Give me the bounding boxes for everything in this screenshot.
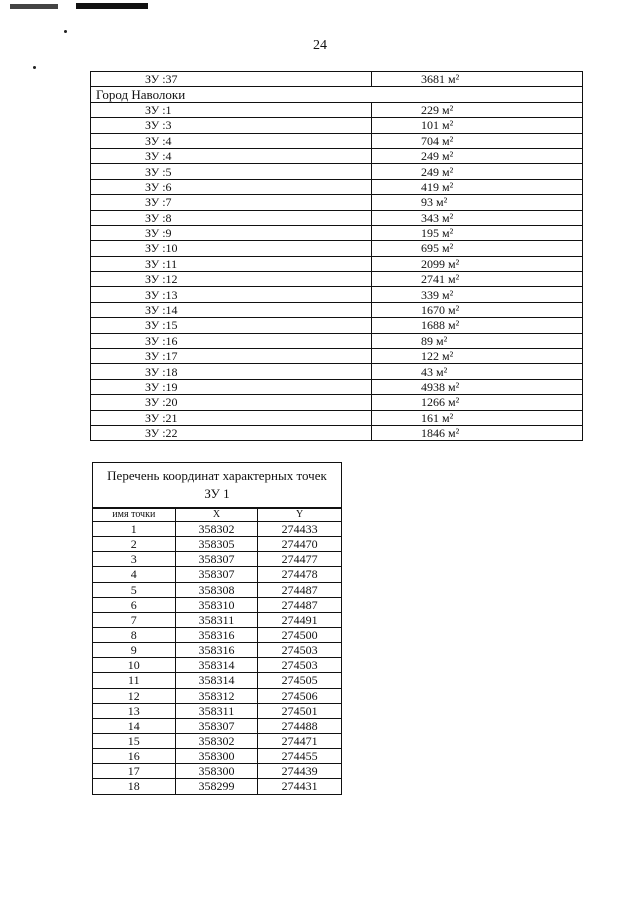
plot-id: ЗУ :14 (91, 302, 372, 317)
coord-y: 274470 (258, 537, 342, 552)
plot-row (91, 318, 583, 333)
coord-x: 358307 (175, 552, 258, 567)
plot-area: 249 м² (372, 164, 583, 179)
plot-row (91, 364, 583, 379)
coordinate-row (93, 779, 342, 794)
coordinate-row (93, 673, 342, 688)
plot-area: 1670 м² (372, 302, 583, 317)
plot-area: 695 м² (372, 241, 583, 256)
coordinates-header-row (93, 508, 342, 522)
header-point-name: имя точки (93, 508, 176, 522)
point-name: 1 (93, 522, 176, 537)
plot-area: 122 м² (372, 349, 583, 364)
plot-area: 1846 м² (372, 425, 583, 440)
plot-area: 161 м² (372, 410, 583, 425)
coord-y: 274501 (258, 703, 342, 718)
plot-id: ЗУ :1 (91, 102, 372, 117)
land-plot-area-table (90, 71, 583, 441)
coord-y: 274487 (258, 582, 342, 597)
point-name: 16 (93, 749, 176, 764)
point-name: 18 (93, 779, 176, 794)
section-row (91, 87, 583, 102)
plot-row (91, 425, 583, 440)
coordinate-row (93, 703, 342, 718)
coordinate-row (93, 718, 342, 733)
coordinate-row (93, 552, 342, 567)
plot-row (91, 72, 583, 87)
plot-id: ЗУ :11 (91, 256, 372, 271)
plot-area: 4938 м² (372, 379, 583, 394)
point-name: 8 (93, 627, 176, 642)
point-name: 12 (93, 688, 176, 703)
plot-row (91, 349, 583, 364)
coordinate-row (93, 733, 342, 748)
point-name: 10 (93, 658, 176, 673)
plot-id: ЗУ :9 (91, 225, 372, 240)
plot-id: ЗУ :21 (91, 410, 372, 425)
coordinate-row (93, 597, 342, 612)
scan-artifact-mark (10, 4, 58, 9)
plot-row (91, 225, 583, 240)
plot-area: 419 м² (372, 179, 583, 194)
coord-y: 274503 (258, 658, 342, 673)
coordinate-row (93, 749, 342, 764)
plot-id: ЗУ :4 (91, 148, 372, 163)
plot-row (91, 333, 583, 348)
coord-x: 358307 (175, 567, 258, 582)
plot-row (91, 302, 583, 317)
plot-id: ЗУ :8 (91, 210, 372, 225)
coord-y: 274478 (258, 567, 342, 582)
coord-y: 274488 (258, 718, 342, 733)
point-name: 4 (93, 567, 176, 582)
coord-x: 358305 (175, 537, 258, 552)
coord-x: 358310 (175, 597, 258, 612)
scan-speck (33, 66, 36, 69)
plot-row (91, 195, 583, 210)
plot-row (91, 272, 583, 287)
plot-row (91, 410, 583, 425)
coord-y: 274439 (258, 764, 342, 779)
plot-area: 704 м² (372, 133, 583, 148)
coordinate-row (93, 627, 342, 642)
point-name: 15 (93, 733, 176, 748)
coordinate-row (93, 658, 342, 673)
plot-row (91, 118, 583, 133)
plot-row (91, 379, 583, 394)
plot-id: ЗУ :7 (91, 195, 372, 210)
coordinate-row (93, 567, 342, 582)
coord-y: 274471 (258, 733, 342, 748)
coord-y: 274487 (258, 597, 342, 612)
coord-x: 358299 (175, 779, 258, 794)
coordinate-row (93, 764, 342, 779)
plot-area: 101 м² (372, 118, 583, 133)
plot-area: 89 м² (372, 333, 583, 348)
plot-row (91, 241, 583, 256)
plot-area: 2741 м² (372, 272, 583, 287)
point-name: 3 (93, 552, 176, 567)
coord-x: 358311 (175, 612, 258, 627)
plot-row (91, 287, 583, 302)
plot-area: 1688 м² (372, 318, 583, 333)
plot-area: 43 м² (372, 364, 583, 379)
plot-id: ЗУ :17 (91, 349, 372, 364)
page-number: 24 (313, 38, 327, 53)
plot-id: ЗУ :22 (91, 425, 372, 440)
point-name: 6 (93, 597, 176, 612)
coord-x: 358302 (175, 733, 258, 748)
coordinate-row (93, 688, 342, 703)
point-name: 14 (93, 718, 176, 733)
scan-speck (64, 30, 67, 33)
point-name: 2 (93, 537, 176, 552)
coordinates-caption-row (93, 463, 342, 509)
plot-area: 195 м² (372, 225, 583, 240)
coord-y: 274491 (258, 612, 342, 627)
coord-x: 358314 (175, 673, 258, 688)
plot-id: ЗУ :37 (91, 72, 372, 87)
point-name: 7 (93, 612, 176, 627)
plot-id: ЗУ :19 (91, 379, 372, 394)
point-name: 9 (93, 643, 176, 658)
coord-x: 358312 (175, 688, 258, 703)
coordinate-row (93, 612, 342, 627)
coord-x: 358314 (175, 658, 258, 673)
header-y: Y (258, 508, 342, 522)
plot-area: 339 м² (372, 287, 583, 302)
coord-x: 358316 (175, 643, 258, 658)
plot-id: ЗУ :20 (91, 395, 372, 410)
point-name: 11 (93, 673, 176, 688)
coordinate-row (93, 522, 342, 537)
coord-x: 358316 (175, 627, 258, 642)
caption-line-1: Перечень координат характерных точек (107, 468, 327, 483)
point-name: 5 (93, 582, 176, 597)
coord-y: 274503 (258, 643, 342, 658)
coord-y: 274455 (258, 749, 342, 764)
coord-x: 358307 (175, 718, 258, 733)
plot-id: ЗУ :18 (91, 364, 372, 379)
plot-area: 2099 м² (372, 256, 583, 271)
plot-row (91, 102, 583, 117)
plot-area: 229 м² (372, 102, 583, 117)
coord-y: 274500 (258, 627, 342, 642)
plot-area: 3681 м² (372, 72, 583, 87)
point-name: 17 (93, 764, 176, 779)
coordinates-table (92, 462, 342, 795)
plot-id: ЗУ :5 (91, 164, 372, 179)
plot-id: ЗУ :6 (91, 179, 372, 194)
section-title: Город Наволоки (91, 87, 583, 102)
plot-row (91, 133, 583, 148)
coord-y: 274433 (258, 522, 342, 537)
coord-x: 358311 (175, 703, 258, 718)
scan-artifact-bar (76, 3, 148, 9)
plot-area: 249 м² (372, 148, 583, 163)
coordinate-row (93, 643, 342, 658)
coordinate-row (93, 582, 342, 597)
coord-y: 274505 (258, 673, 342, 688)
coordinates-caption (93, 463, 342, 509)
coord-y: 274477 (258, 552, 342, 567)
coord-x: 358302 (175, 522, 258, 537)
plot-id: ЗУ :12 (91, 272, 372, 287)
plot-id: ЗУ :15 (91, 318, 372, 333)
coord-x: 358308 (175, 582, 258, 597)
plot-row (91, 179, 583, 194)
plot-area: 1266 м² (372, 395, 583, 410)
header-x: X (175, 508, 258, 522)
plot-area: 93 м² (372, 195, 583, 210)
coordinate-row (93, 537, 342, 552)
coord-y: 274506 (258, 688, 342, 703)
plot-id: ЗУ :10 (91, 241, 372, 256)
plot-id: ЗУ :4 (91, 133, 372, 148)
plot-row (91, 256, 583, 271)
plot-id: ЗУ :16 (91, 333, 372, 348)
plot-id: ЗУ :13 (91, 287, 372, 302)
point-name: 13 (93, 703, 176, 718)
caption-line-2: ЗУ 1 (204, 486, 230, 501)
plot-id: ЗУ :3 (91, 118, 372, 133)
coord-y: 274431 (258, 779, 342, 794)
coord-x: 358300 (175, 764, 258, 779)
plot-row (91, 210, 583, 225)
plot-row (91, 395, 583, 410)
coord-x: 358300 (175, 749, 258, 764)
plot-area: 343 м² (372, 210, 583, 225)
plot-row (91, 164, 583, 179)
plot-row (91, 148, 583, 163)
